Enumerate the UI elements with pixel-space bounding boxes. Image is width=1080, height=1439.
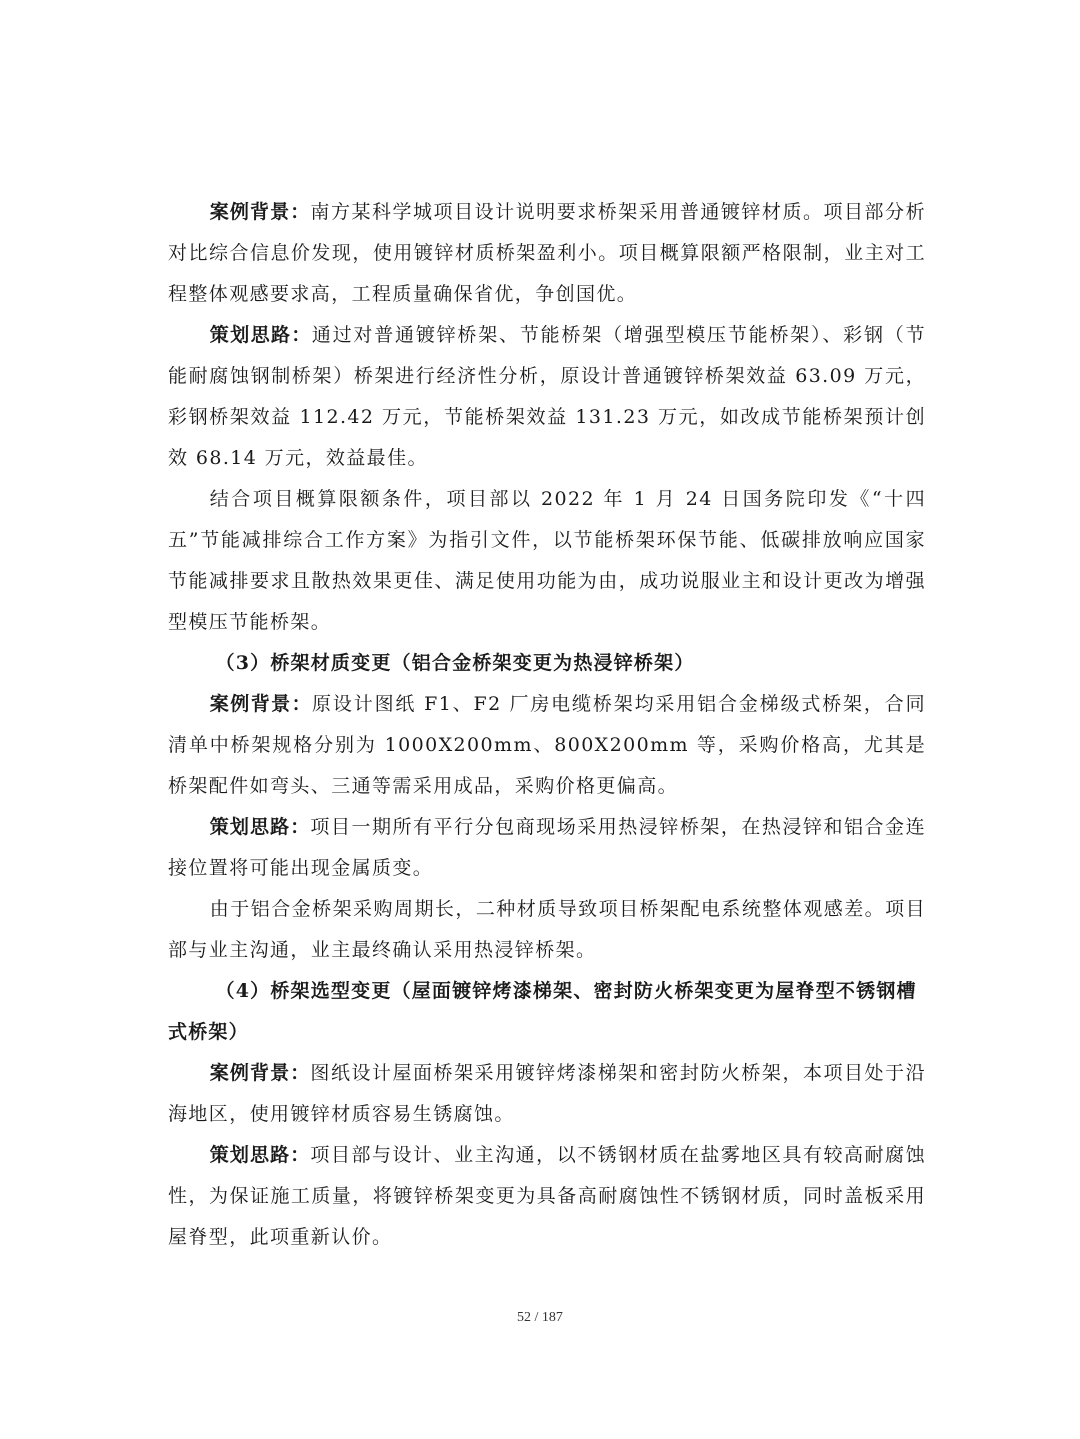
- paragraph-text: 通过对普通镀锌桥架、节能桥架（增强型模压节能桥架）、彩钢（节能耐腐蚀钢制桥架）桥架进行经济性分析，原设计普通镀锌桥架效益 63.09 万元，彩钢桥架效益 112.42 万元，节能桥架效益 131.23 万元，如改成节能桥架预计创效 68.14 万元，效益最佳。: [168, 324, 926, 469]
- label-case-background: 案例背景：: [209, 693, 313, 715]
- paragraph-text: 项目部与设计、业主沟通，以不锈钢材质在盐雾地区具有较高耐腐蚀性，为保证施工质量，将镀锌桥架变更为具备高耐腐蚀性不锈钢材质，同时盖板采用屋脊型，此项重新认价。: [168, 1144, 926, 1248]
- label-case-background: 案例背景：: [209, 201, 311, 223]
- paragraph-text: 图纸设计屋面桥架采用镀锌烤漆梯架和密封防火桥架，本项目处于沿海地区，使用镀锌材质容易生锈腐蚀。: [168, 1062, 926, 1125]
- page-body: [168, 192, 926, 1258]
- paragraph-text: 结合项目概算限额条件，项目部以 2022 年 1 月 24 日国务院印发《“十四五”节能减排综合工作方案》为指引文件，以节能桥架环保节能、低碳排放响应国家节能减排要求且散热效果更佳、满足使用功能为由，成功说服业主和设计更改为增强型模压节能桥架。: [168, 488, 926, 633]
- paragraph-case-background-2: [168, 684, 926, 807]
- label-planning-idea: 策划思路：: [209, 816, 311, 838]
- paragraph-aluminum-note: [168, 889, 926, 971]
- paragraph-text: 原设计图纸 F1、F2 厂房电缆桥架均采用铝合金梯级式桥架，合同清单中桥架规格分别为 1000X200mm、800X200mm 等，采购价格高，尤其是桥架配件如弯头、三通等需采用成品，采购价格更偏高。: [168, 693, 926, 797]
- label-planning-idea: 策划思路：: [209, 324, 312, 346]
- paragraph-planning-idea-3: [168, 1135, 926, 1258]
- paragraph-text: 南方某科学城项目设计说明要求桥架采用普通镀锌材质。项目部分析对比综合信息价发现，使用镀锌材质桥架盈利小。项目概算限额严格限制，业主对工程整体观感要求高，工程质量确保省优，争创国优。: [168, 201, 926, 305]
- section-heading-4: （4）桥架选型变更（屋面镀锌烤漆梯架、密封防火桥架变更为屋脊型不锈钢槽式桥架）: [168, 980, 917, 1043]
- paragraph-text: 由于铝合金桥架采购周期长，二种材质导致项目桥架配电系统整体观感差。项目部与业主沟通，业主最终确认采用热浸锌桥架。: [168, 898, 926, 961]
- section-heading-3: （3）桥架材质变更（铝合金桥架变更为热浸锌桥架）: [215, 652, 695, 674]
- paragraph-planning-idea-1: [168, 315, 926, 479]
- paragraph-case-background-3: [168, 1053, 926, 1135]
- label-case-background: 案例背景：: [209, 1062, 311, 1084]
- paragraph-planning-idea-2: [168, 807, 926, 889]
- paragraph-case-background-1: [168, 192, 926, 315]
- paragraph-text: 项目一期所有平行分包商现场采用热浸锌桥架，在热浸锌和铝合金连接位置将可能出现金属质变。: [168, 816, 926, 879]
- label-planning-idea: 策划思路：: [209, 1144, 311, 1166]
- paragraph-energy-saving: [168, 479, 926, 643]
- page-number: 52 / 187: [517, 1310, 563, 1325]
